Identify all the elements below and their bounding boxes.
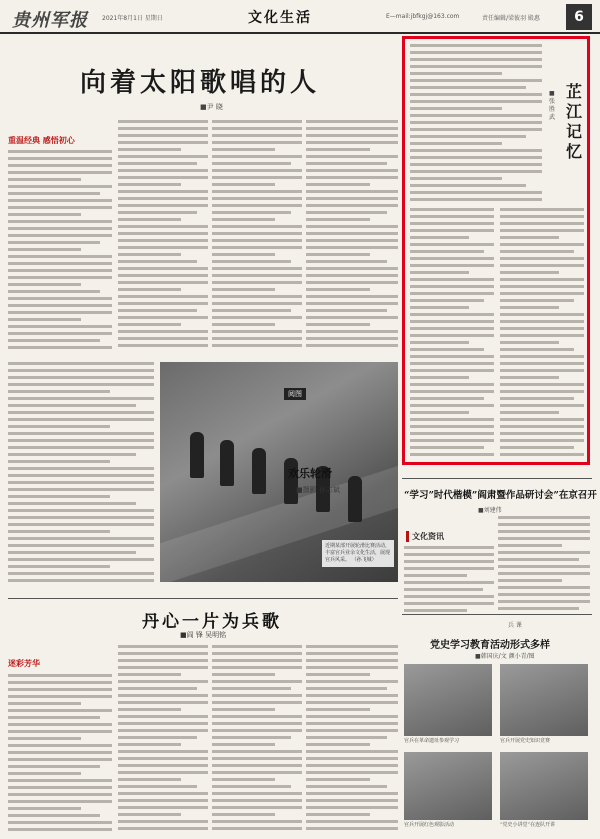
highlighted-article-body-top — [410, 44, 542, 202]
bottom-feature-label: 兵 课 — [508, 622, 522, 629]
main-article-body-col3 — [212, 120, 302, 355]
main-byline: ■尹 晓 — [200, 103, 223, 111]
skater-figure — [220, 440, 234, 486]
highlighted-article-title[interactable]: 芷江记忆 — [566, 82, 583, 161]
section-divider — [402, 614, 592, 615]
main-article-body-col1b — [8, 362, 154, 592]
party-history-photo[interactable] — [404, 664, 492, 736]
party-history-photo[interactable] — [404, 752, 492, 820]
second-article-body-col1 — [8, 674, 112, 834]
highlighted-article-body-col2 — [500, 208, 584, 460]
second-column-label: 迷彩芳华 — [8, 659, 40, 668]
photo-caption-text: 近期某部开展轮滑比赛活动，丰富官兵业余文化生活，展现官兵风采。 — [325, 543, 391, 563]
party-history-caption: “党史小讲堂”在连队开讲 — [500, 822, 556, 828]
second-article-body-col3 — [212, 645, 302, 834]
highlighted-article-author: ■张胜武 — [549, 90, 556, 121]
culture-news-label: 文化资讯 — [406, 531, 444, 542]
page-number-badge: 6 — [566, 4, 592, 30]
skater-figure — [252, 448, 266, 494]
second-headline[interactable]: 丹心一片为兵歌 — [142, 612, 282, 632]
seminar-byline: ■刘建伟 — [478, 507, 502, 514]
party-history-byline: ■韩国庆/文 颜小青/图 — [475, 653, 535, 660]
main-headline[interactable]: 向着太阳歌唱的人 — [80, 68, 321, 98]
highlighted-article-body-col1 — [410, 208, 494, 460]
newspaper-logo: 贵州军报 — [12, 10, 88, 31]
section-divider — [402, 478, 592, 479]
main-article-body-col2 — [118, 120, 208, 355]
party-history-photo[interactable] — [500, 752, 588, 820]
party-history-caption: 官兵开展红色观影活动 — [404, 822, 455, 828]
masthead — [0, 0, 600, 34]
skater-figure — [348, 476, 362, 522]
photo-caption — [322, 540, 394, 567]
photo-section-label: 阅图 — [284, 388, 306, 400]
section-divider — [8, 598, 398, 599]
editor-credit: 责任编辑/梁彼羽 殿惠 — [482, 15, 540, 22]
seminar-body-col2 — [498, 516, 590, 616]
seminar-body-col1 — [404, 546, 494, 616]
photo-caption-credit: （孙飞城） — [351, 557, 377, 563]
section-title: 文化生活 — [248, 10, 312, 26]
second-byline: ■阎 锋 吴明铭 — [180, 631, 227, 639]
contact-email: E—mail:jbfkgj@163.com — [386, 13, 460, 20]
party-history-photo[interactable] — [500, 664, 588, 736]
party-history-caption: 官兵在革命遗址参观学习 — [404, 738, 460, 744]
skater-figure — [190, 432, 204, 478]
seminar-headline[interactable]: “学习”时代楷模”阎肃暨作品研讨会”在京召开 — [404, 490, 597, 501]
party-history-headline[interactable]: 党史学习教育活动形式多样 — [430, 640, 550, 651]
main-article-body-col1 — [8, 150, 112, 355]
main-article-body-col4 — [306, 120, 398, 355]
photo-credit: ■摄影 孙志斌 — [296, 486, 340, 494]
photo-title[interactable]: 欢乐轮滑 — [288, 467, 332, 480]
issue-date: 2021年8月1日 星期日 — [102, 15, 163, 22]
party-history-caption: 官兵开展党史知识竞赛 — [500, 738, 551, 744]
second-article-body-col4 — [306, 645, 398, 834]
column-label: 重温经典 感悟初心 — [8, 136, 75, 145]
second-article-body-col2 — [118, 645, 208, 834]
